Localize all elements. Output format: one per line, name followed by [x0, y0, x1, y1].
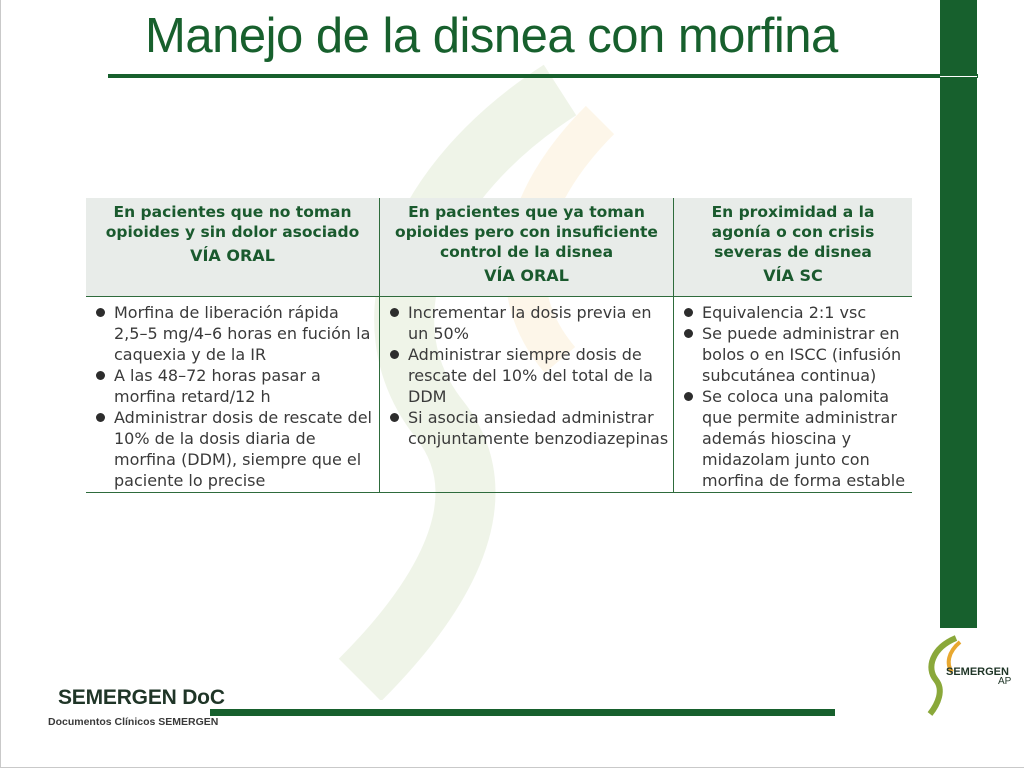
list-item: Equivalencia 2:1 vsc [680, 302, 908, 323]
list-item: Se puede administrar en bolos o en ISCC (infusión subcutánea continua) [680, 323, 908, 386]
column-route: VÍA ORAL [190, 246, 275, 265]
dyspnea-morphine-table [86, 198, 912, 493]
slide-title: Manejo de la disnea con morfina [145, 9, 838, 63]
side-bar-accent [940, 0, 977, 628]
column-route: VÍA ORAL [484, 266, 569, 285]
table-cell [380, 297, 674, 493]
list-item: Administrar dosis de rescate del 10% de la dosis diaria de morfina (DDM), siempre que el paciente lo precise [92, 407, 375, 491]
logo-ap: AP [998, 676, 1012, 687]
footer-brand: SEMERGEN DoC [58, 686, 225, 709]
column-header-no-opioids [86, 198, 380, 297]
list-item: Se coloca una palomita que permite administrar además hioscina y midazolam junto con morfina de forma estable [680, 386, 908, 491]
title-underline [108, 74, 978, 78]
list-item: Incrementar la dosis previa en un 50% [386, 302, 669, 344]
column-header-with-opioids [380, 198, 674, 297]
bullet-list [680, 302, 908, 491]
column-header-text: En pacientes que no toman opioides y sin dolor asociado [105, 203, 360, 241]
list-item: Morfina de liberación rápida 2,5–5 mg/4–6 horas en fución la caquexia y de la IR [92, 302, 375, 365]
column-header-text: En proximidad a la agonía o con crisis severas de disnea [711, 203, 875, 261]
title-underline-highlight [940, 76, 977, 77]
bullet-list [92, 302, 375, 491]
table-header-row [86, 198, 912, 297]
column-header-text: En pacientes que ya toman opioides pero con insuficiente control de la disnea [395, 203, 658, 261]
table-cell [86, 297, 380, 493]
footer-subtitle: Documentos Clínicos SEMERGEN [48, 716, 219, 728]
footer-rule [210, 709, 835, 716]
list-item: A las 48–72 horas pasar a morfina retard/12 h [92, 365, 375, 407]
table-cell [674, 297, 913, 493]
list-item: Administrar siempre dosis de rescate del 10% del total de la DDM [386, 344, 669, 407]
logo-name: SEMERGEN [946, 666, 1009, 678]
list-item: Si asocia ansiedad administrar conjuntamente benzodiazepinas [386, 407, 669, 449]
column-route: VÍA SC [763, 266, 823, 285]
column-header-agony [674, 198, 913, 297]
table-row [86, 297, 912, 493]
bullet-list [386, 302, 669, 449]
